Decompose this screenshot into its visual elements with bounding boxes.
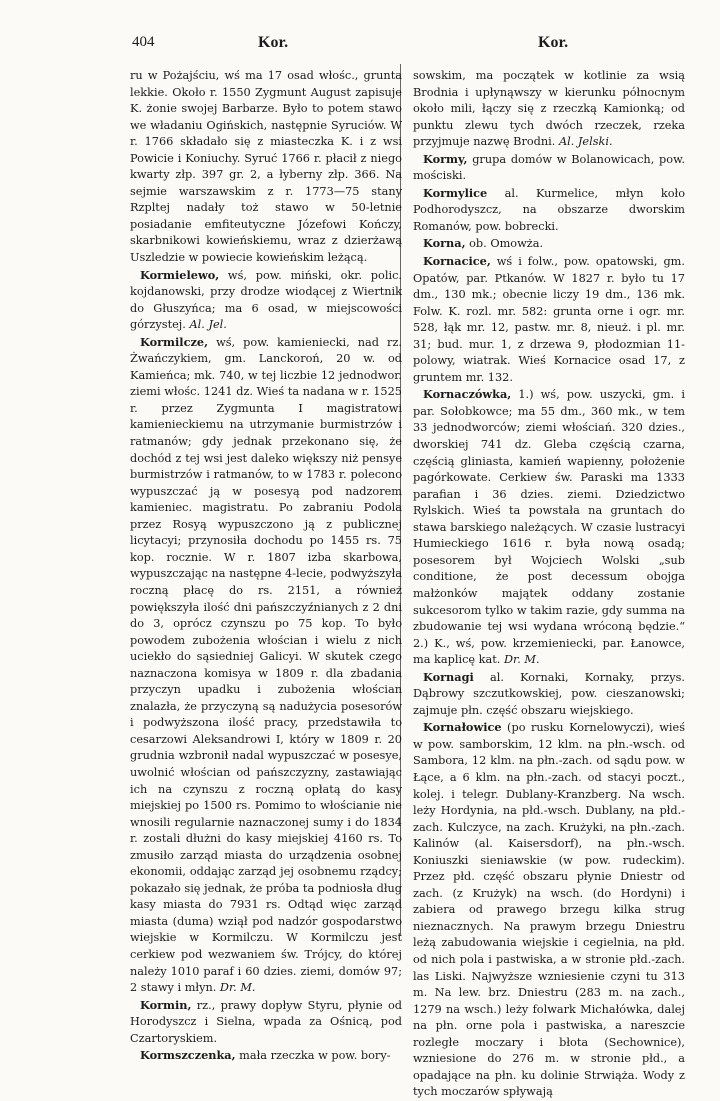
- entry-headword: Kormy,: [423, 151, 468, 166]
- entry-headword: Kornałowice: [423, 720, 502, 735]
- entry: [413, 386, 685, 668]
- entry-headword: Kormilcze,: [140, 334, 209, 349]
- entry: [130, 334, 402, 997]
- entry-text: wś, pow. kamieniecki, nad rz. Żwańczykiem, gm. Lanckoroń, 20 w. od Kamieńca; mk. 740, w tej liczbie 12 jednodwor. ziemi włośc. 1241 dz. Wieś ta nadana w r. 1525 r. przez Zygmunta I magistratowi kamienieckiemu na utrzymanie burmistrzów i ratmanów; gdy jednak przekonano się, że dochód z tej wsi jest daleko większy niż pensye burmistrzów i ratmanów, to w 1783 r. polecono wypuszczać ją w posesyą pod nadzorem kamieniec. magistratu. Po zabraniu Podola przez Rosyą wypuszczono ją z publicznej licytacyi; przynosiła dochodu po 1455 rs. 75 kop. rocznie. W r. 1807 izba skarbowa, wypuszczając na następne 4-lecie, podwyższyła roczną płacę do rs. 2151, a również powiększyła ilość dni pańszczyźnianych z 2 dni do 3, oprócz czynszu po 75 kop. To było powodem zubożenia włościan i wielu z nich uciekło do sąsiedniej Galicyi. W skutek czego naznaczona komisya w 1809 r. dla zbadania przyczyn upadku i zubożenia włościan znalazła, że przyczyną są nadużycia posesorów i podwyższona ilość pracy, przedstawiła to cesarzowi Aleksandrowi I, który w 1809 r. 20 grudnia wzbronił nadal wypuszczać w posesye, uwolnić włościan od pańszczyzny, zastawiając ich na czynszu z roczną opłatą do kasy miejskiej po 1500 rs. Pomimo to włościanie nie wnosili regularnie naznaczonej sumy i do 1834 r. zostali dłużni do kasy miejskiej 4160 rs. To zmusiło zarząd miasta do urządzenia osobnej ekonomii, oddając zarząd jej osobnemu rządcy; pokazało się jednak, że próba ta podniosła dług kasy miasta do 7931 rs. Odtąd więc zarząd miasta (duma) wziął pod nadzór gospodarstwo wiejskie w Kormilczu. W Kormilczu jest cerkiew pod wezwaniem św. Trójcy, do której należy 1010 paraf i 60 dzies. ziemi, domów 97; 2 stawy i młyn.: [130, 335, 402, 995]
- entry: [130, 997, 402, 1048]
- author-signature: Dr. M.: [219, 981, 256, 995]
- entry-text: rz., prawy dopływ Styru, płynie od Horodyszcz i Sielna, wpada za Ośnicą, pod Czartoryskiem.: [130, 998, 402, 1045]
- entry: [130, 267, 402, 334]
- entry-text: 1.) wś, pow. uszycki, gm. i par. Sołobkowce; ma 55 dm., 360 mk., w tem 33 jednodworców; ziemi włościań. 320 dzies., dworskiej 741 dz. Gleba częścią czarna, częścią gliniasta, kamień wapienny, położenie pagórkowate. Cerkiew św. Paraski ma 1333 parafian i 36 dzies. ziemi. Dziedzictwo Rylskich. Wieś ta powstała na gruntach do stawa barskiego należących. W czasie lustracyi Humieckiego 1616 r. była nową osadą; posesorem był Wojciech Wolski „sub conditione, że post decessum obojga małżonków majątek oddany zostanie sukcesorom tylko w takim razie, gdy summa na zbudowanie tej wsi wydana wróconą będzie.“ 2.) K., wś, pow. krzemieniecki, par. Łanowce, ma kaplicę kat.: [413, 388, 685, 667]
- entry: [413, 235, 685, 253]
- entry: [413, 151, 685, 185]
- entry-text: mała rzeczka w pow. bory-: [235, 1049, 391, 1063]
- entry-headword: Korna,: [423, 236, 466, 251]
- entry-text: al. Kornaki, Kornaky, przys. Dąbrowy szczutkowskiej, pow. cieszanowski; zajmuje płn. część obszaru wiejskiego.: [413, 670, 685, 717]
- entry-text: grupa domów w Bolanowicach, pow. mościski.: [413, 152, 685, 183]
- entry: [413, 185, 685, 236]
- entry-continuation: [413, 68, 685, 151]
- page-number: 404: [132, 34, 155, 50]
- author-signature: Al. Jelski.: [558, 135, 613, 149]
- entry-headword: Kornacice,: [423, 254, 491, 269]
- entry: [130, 1047, 402, 1065]
- right-column: [413, 68, 685, 1101]
- entry: [413, 719, 685, 1101]
- entry-text: wś i folw., pow. opatowski, gm. Opatów, par. Ptkanów. W 1827 r. było tu 17 dm., 130 mk.; obecnie liczy 19 dm., 136 mk. Folw. K. rozl. mr. 582: grunta orne i ogr. mr. 528, łąk mr. 12, pastw. mr. 8, nieuż. i pl. mr. 31; bud. mur. 1, z drzewa 9, płodozmian 11-polowy, wiatrak. Wieś Kornacice osad 17, z gruntem mr. 132.: [413, 255, 685, 384]
- page-header: [0, 34, 720, 56]
- author-signature: Al. Jel.: [189, 318, 227, 332]
- author-signature: Dr. M.: [504, 653, 540, 667]
- entry-headword: Kornaczówka,: [423, 387, 512, 402]
- entry-continuation: [130, 68, 402, 267]
- entry-text: ru w Pożajściu, wś ma 17 osad włośc., grunta lekkie. Około r. 1550 Zygmunt August zapisuje K. żonie swojej Barbarze. Było to potem stawo we władaniu Ogińskich, następnie Syruciów. W r. 1766 składało się z miasteczka K. i z wsi Powicie i Koniuchy. Syruć 1766 r. płacił z niego kwarty złp. 397 gr. 2, a łyberny złp. 366. Na sejmie warszawskim z r. 1773—75 stany Rzpltej nadały toż stawo w 50-letnie posiadanie emfiteutyczne Józefowi Kończy, skarbnikowi kowieńskiemu, wraz z dzierżawą Uszledzie w powiecie kowieńskim leżącą.: [130, 69, 402, 265]
- entry-headword: Kornagi: [423, 669, 474, 684]
- entry: [413, 669, 685, 720]
- left-running-title: Kor.: [258, 34, 289, 51]
- entry-headword: Kormylice: [423, 185, 488, 200]
- entry-text: wś, pow. miński, okr. polic. kojdanowski, przy drodze wiodącej z Wiertnik do Głuszyńca; ma 6 osad, w miejscowości górzystej.: [130, 268, 402, 332]
- right-running-title: Kor.: [538, 34, 569, 51]
- entry-headword: Kormin,: [140, 997, 192, 1012]
- entry: [413, 253, 685, 386]
- entry-text: sowskim, ma początek w kotlinie za wsią Brodnia i upłynąwszy w kierunku północnym około mili, łączy się z rzeczką Kamionką; od punktu zlewu tych dwóch rzeczek, rzeka przyjmuje nazwę Brodni.: [413, 69, 685, 149]
- left-column: [130, 68, 402, 1065]
- entry-headword: Kormszczenka,: [140, 1048, 236, 1063]
- entry-text: al. Kurmelice, młyn koło Podhorodyszcz, na obszarze dworskim Romanów, pow. bobrecki.: [413, 186, 685, 233]
- entry-text: (po rusku Kornelowyczi), wieś w pow. samborskim, 12 klm. na płn.-wsch. od Sambora, 12 klm. na płn.-zach. od sądu pow. w Łące, a 6 klm. na płn.-zach. od stacyi poczt., kolej. i telegr. Dublany-Kranzberg. Na wsch. leży Hordynia, na płd.-wsch. Dublany, na płd.-zach. Kulczyce, na zach. Krużyki, na płn.-zach. Kalinów (al. Kaisersdorf), na płn.-wsch. Koniuszki sieniawskie (w pow. rudeckim). Przez płd. część obszaru płynie Dniestr od zach. (z Krużyk) na wsch. (do Hordyni) i zabiera od prawego brzegu kilka strug nieznacznych. Na prawym brzegu Dniestru leżą zabudowania wiejskie i cegielnia, na płd. od nich pola i pastwiska, a w stronie płd.-zach. las Liski. Najwyższe wzniesienie czyni tu 313 m. Na lew. brz. Dniestru (283 m. na zach., 1279 na wsch.) leży folwark Michałówka, dalej na płn. orne pola i pastwiska, a nareszcie rozległe moczary i błota (Sechownice), wzniesione do 276 m. w stronie płd., a opadające na płn. ku dolinie Strwiąża. Wody z tych moczarów spływają: [413, 721, 685, 1099]
- entry-headword: Kormielewo,: [140, 267, 220, 282]
- entry-text: ob. Omowża.: [465, 237, 544, 251]
